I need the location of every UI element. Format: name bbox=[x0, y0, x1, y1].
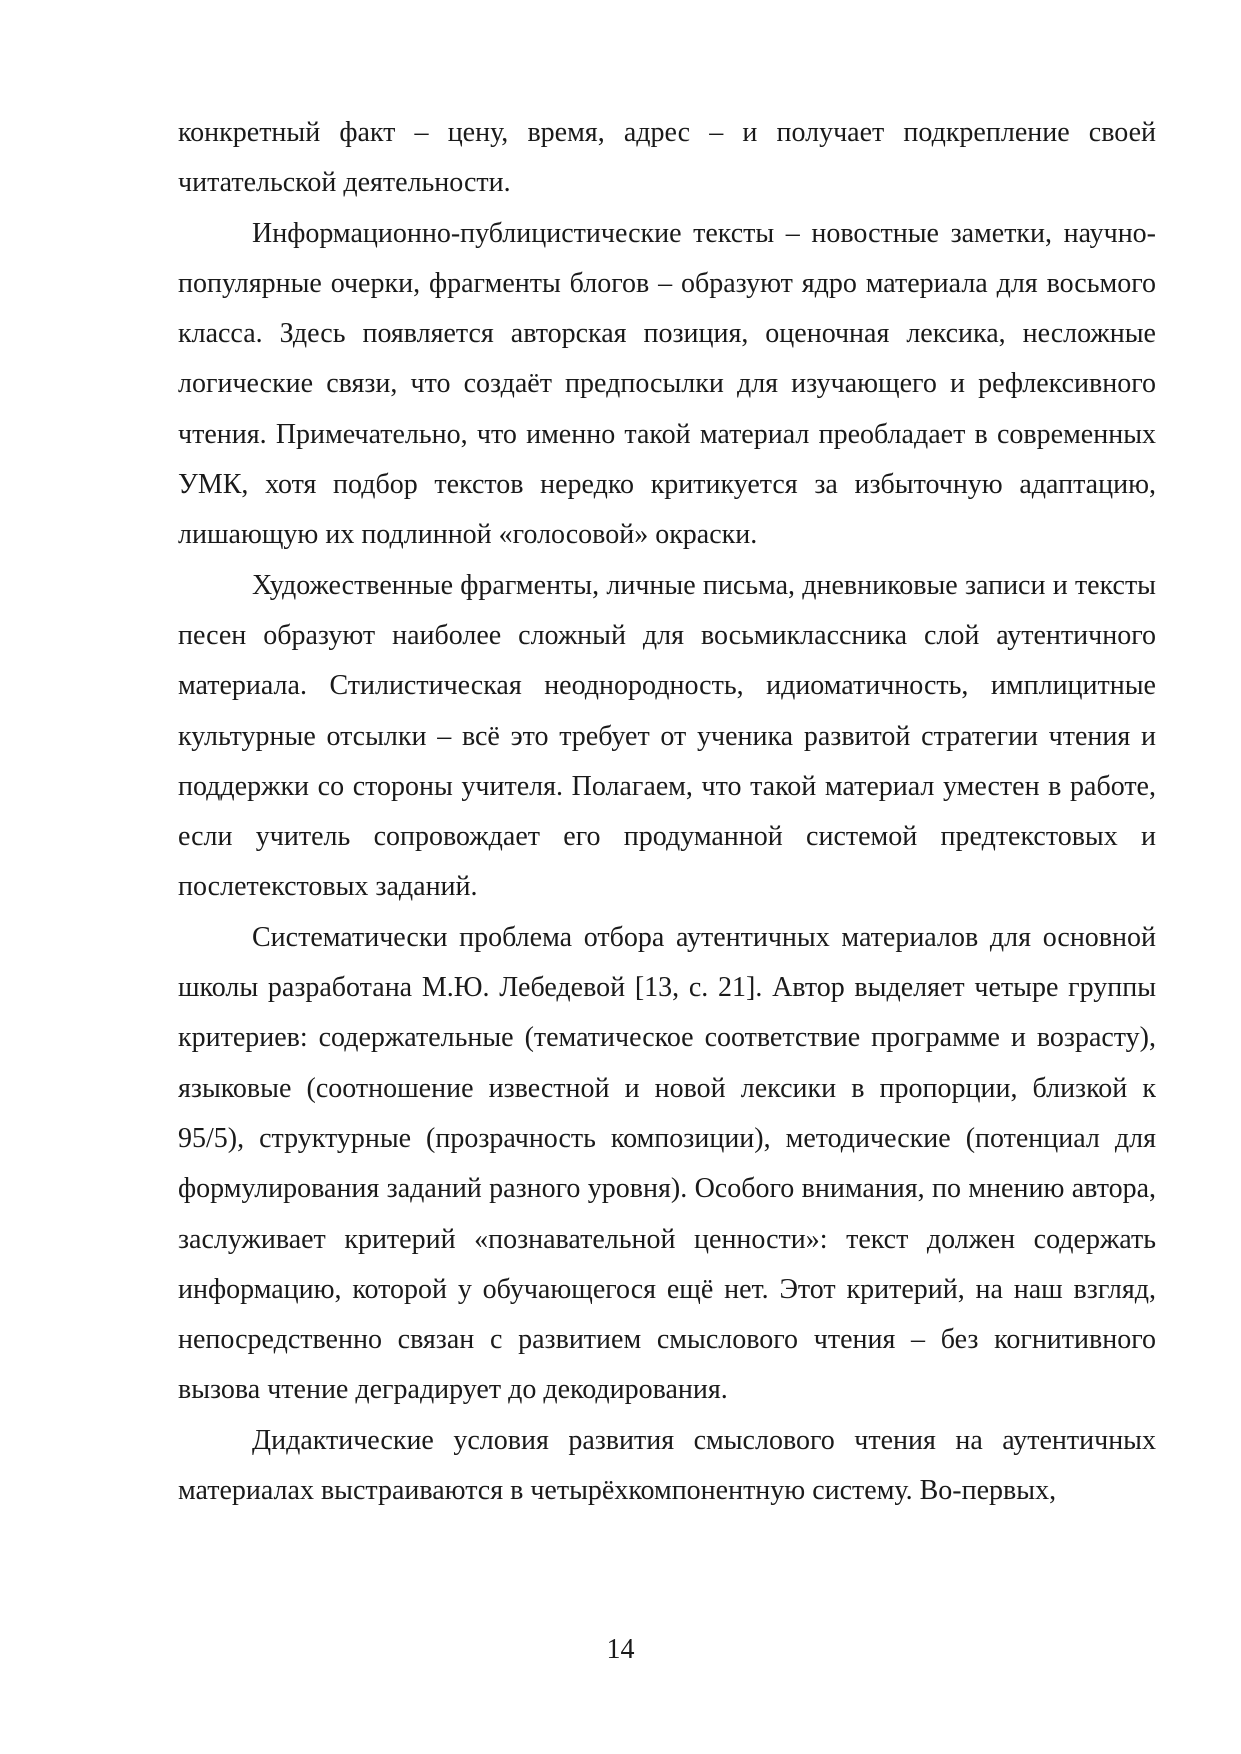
paragraph-2: Информационно-публицистические тексты – новостные заметки, научно-популярные очерки, фрагменты блогов – образуют ядро материала для восьмого класса. Здесь появляется авторская позиция, оценочная лексика, несложные логические связи, что создаёт предпосылки для изучающего и рефлексивного чтения. Примечательно, что именно такой материал преобладает в современных УМК, хотя подбор текстов нередко критикуется за избыточную адаптацию, лишающую их подлинной «голосовой» окраски. bbox=[178, 217, 1156, 551]
paragraph-1: конкретный факт – цену, время, адрес – и получает подкрепление своей читательской деятельности. bbox=[178, 117, 1156, 199]
paragraph-4: Систематически проблема отбора аутентичных материалов для основной школы разработана М.Ю. Лебедевой [13, с. 21]. Автор выделяет четыре группы критериев: содержательные (тематическое соответствие программе и возрасту), языковые (соотношение известной и новой лексики в пропорции, близкой к 95/5), структурные (прозрачность композиции), методические (потенциал для формулирования заданий разного уровня). Особого внимания, по мнению автора, заслуживает критерий «познавательной ценности»: текст должен содержать информацию, которой у обучающегося ещё нет. Этот критерий, на наш взгляд, непосредственно связан с развитием смыслового чтения – без когнитивного вызова чтение деградирует до декодирования. bbox=[178, 921, 1156, 1406]
paragraph-3: Художественные фрагменты, личные письма, дневниковые записи и тексты песен образуют наиболее сложный для восьмиклассника слой аутентичного материала. Стилистическая неоднородность, идиоматичность, имплицитные культурные отсылки – всё это требует от ученика развитой стратегии чтения и поддержки со стороны учителя. Полагаем, что такой материал уместен в работе, если учитель сопровождает его продуманной системой предтекстовых и послетекстовых заданий. bbox=[178, 569, 1156, 903]
page-number: 14 bbox=[606, 1634, 635, 1665]
body-text bbox=[178, 108, 1156, 1516]
paragraph-5: Дидактические условия развития смыслового чтения на аутентичных материалах выстраиваются в четырёхкомпонентную систему. Во-первых, bbox=[178, 1424, 1156, 1507]
